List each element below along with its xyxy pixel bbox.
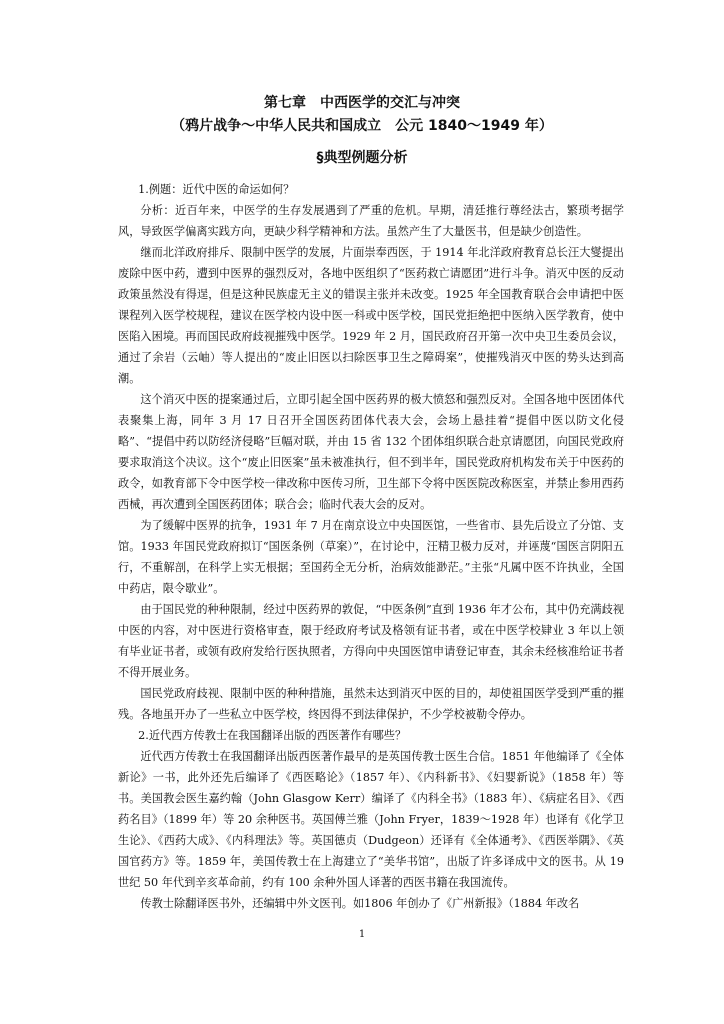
question-1: 1.例题：近代中医的命运如何？ xyxy=(138,183,295,196)
paragraph: 这个消灭中医的提案通过后，立即引起全国中医药界的极大愤怒和强烈反对。全国各地中医团体代表聚集上海，同年 3 月 17 日召开全国医药团体代表大会，会场上悬挂着“提倡中医以防文化侵略”、“提倡中药以防经济侵略”巨幅对联，并由 15 省 132 个团体组织联合赴京请愿团，向国民党政府要求取消这个决议。这个“废止旧医案”虽未被准执行，但不到半年，国民党政府机构发布关于中医药的政令，如教育部下令中医学校一律改称中医传习所，卫生部下令将中医医院改称医室，并禁止参用西药西械，再次遭到全国医药团体；联合会；临时代表大会的反对。 xyxy=(118,393,624,511)
page-number: 1 xyxy=(358,929,366,940)
paragraph: 分析：近百年来，中医学的生存发展遇到了严重的危机。早期，清廷推行尊经法古，繁琐考据学风，导致医学偏离实践方向，更缺少科学精神和方法。虽然产生了大量医书，但是缺少创造性。 xyxy=(118,204,624,238)
paragraph: 为了缓解中医界的抗争，1931 年 7 月在南京设立中央国医馆，一些省市、县先后设立了分馆、支馆。1933 年国民党政府拟订“国医条例（草案）”，在讨论中，汪精卫极力反对，并诬蔑“国医言阴阳五行，不重解剖，在科学上实无根据；至国药全无分析，治病效能渺茫。”主张“凡属中医不许执业，全国中药店，限令歇业”。 xyxy=(118,519,624,595)
body-text xyxy=(118,179,624,914)
paragraph: 传教士除翻译医书外，还编辑中外文医刊。如1806 年创办了《广州新报》（1884 年改名 xyxy=(140,897,580,910)
paragraph: 国民党政府歧视、限制中医的种种措施，虽然未达到消灭中医的目的，却使祖国医学受到严重的摧残。各地虽开办了一些私立中医学校，终因得不到法律保护，不少学校被勒令停办。 xyxy=(118,687,624,721)
paragraph: 继而北洋政府排斥、限制中医学的发展，片面崇奉西医，于 1914 年北洋政府教育总长汪大燮提出废除中医中药，遭到中医界的强烈反对，各地中医组织了“医药救亡请愿团”进行斗争。消灭中医的反动政策虽然没有得逞，但是这种民族虚无主义的错误主张并未改变。1925 年全国教育联合会申请把中医课程列入医学校规程，建议在医学校内设中医一科或中医学校，国民党拒绝把中医纳入医学教育，使中医陷入困境。再而国民政府歧视摧残中医学。1929 年 2 月，国民政府召开第一次中央卫生委员会议，通过了余岩（云岫）等人提出的“废止旧医以扫除医事卫生之障碍案”，使摧残消灭中医的势头达到高潮。 xyxy=(118,246,624,385)
paragraph: 由于国民党的种种限制，经过中医药界的敦促，“中医条例”直到 1936 年才公布，其中仍充满歧视中医的内容，对中医进行资格审查，限于经政府考试及格领有证书者，或在中医学校肄业 3 年以上领有毕业证书者，或领有政府发给行医执照者，方得向中央国医馆申请登记审查，其余未经核准给证书者不得开展业务。 xyxy=(118,603,624,679)
section-title: §典型例题分析 xyxy=(316,150,408,166)
chapter-subtitle: （鸦片战争～中华人民共和国成立 公元 1840～1949 年） xyxy=(171,118,553,134)
paragraph: 近代西方传教士在我国翻译出版西医著作最早的是英国传教士医生合信。1851 年他编译了《全体新论》一书，此外还先后编译了《西医略论》（1857 年）、《内科新书》、《妇婴新说》（1858 年）等书。美国教会医生嘉约翰（John Glasgow Kerr）编译了《内科全书》（1883 年）、《病症名目》、《西药名目》（1899 年）等 20 余种医书。英国傅兰雅（John Fryer，1839～1928 年）也译有《化学卫生论》、《西药大成》、《内科理法》等。英国德贞（Dudgeon）还译有《全体通考》、《西医举隅》、《英国官药方》等。1859 年，美国传教士在上海建立了“美华书馆”，出版了许多译成中文的医书。从 19 世纪 50 年代到辛亥革命前，约有 100 余种外国人译著的西医书籍在我国流传。 xyxy=(118,750,624,889)
question-2: 2.近代西方传教士在我国翻译出版的西医著作有哪些？ xyxy=(138,729,407,742)
chapter-title: 第七章 中西医学的交汇与冲突 xyxy=(264,95,460,111)
